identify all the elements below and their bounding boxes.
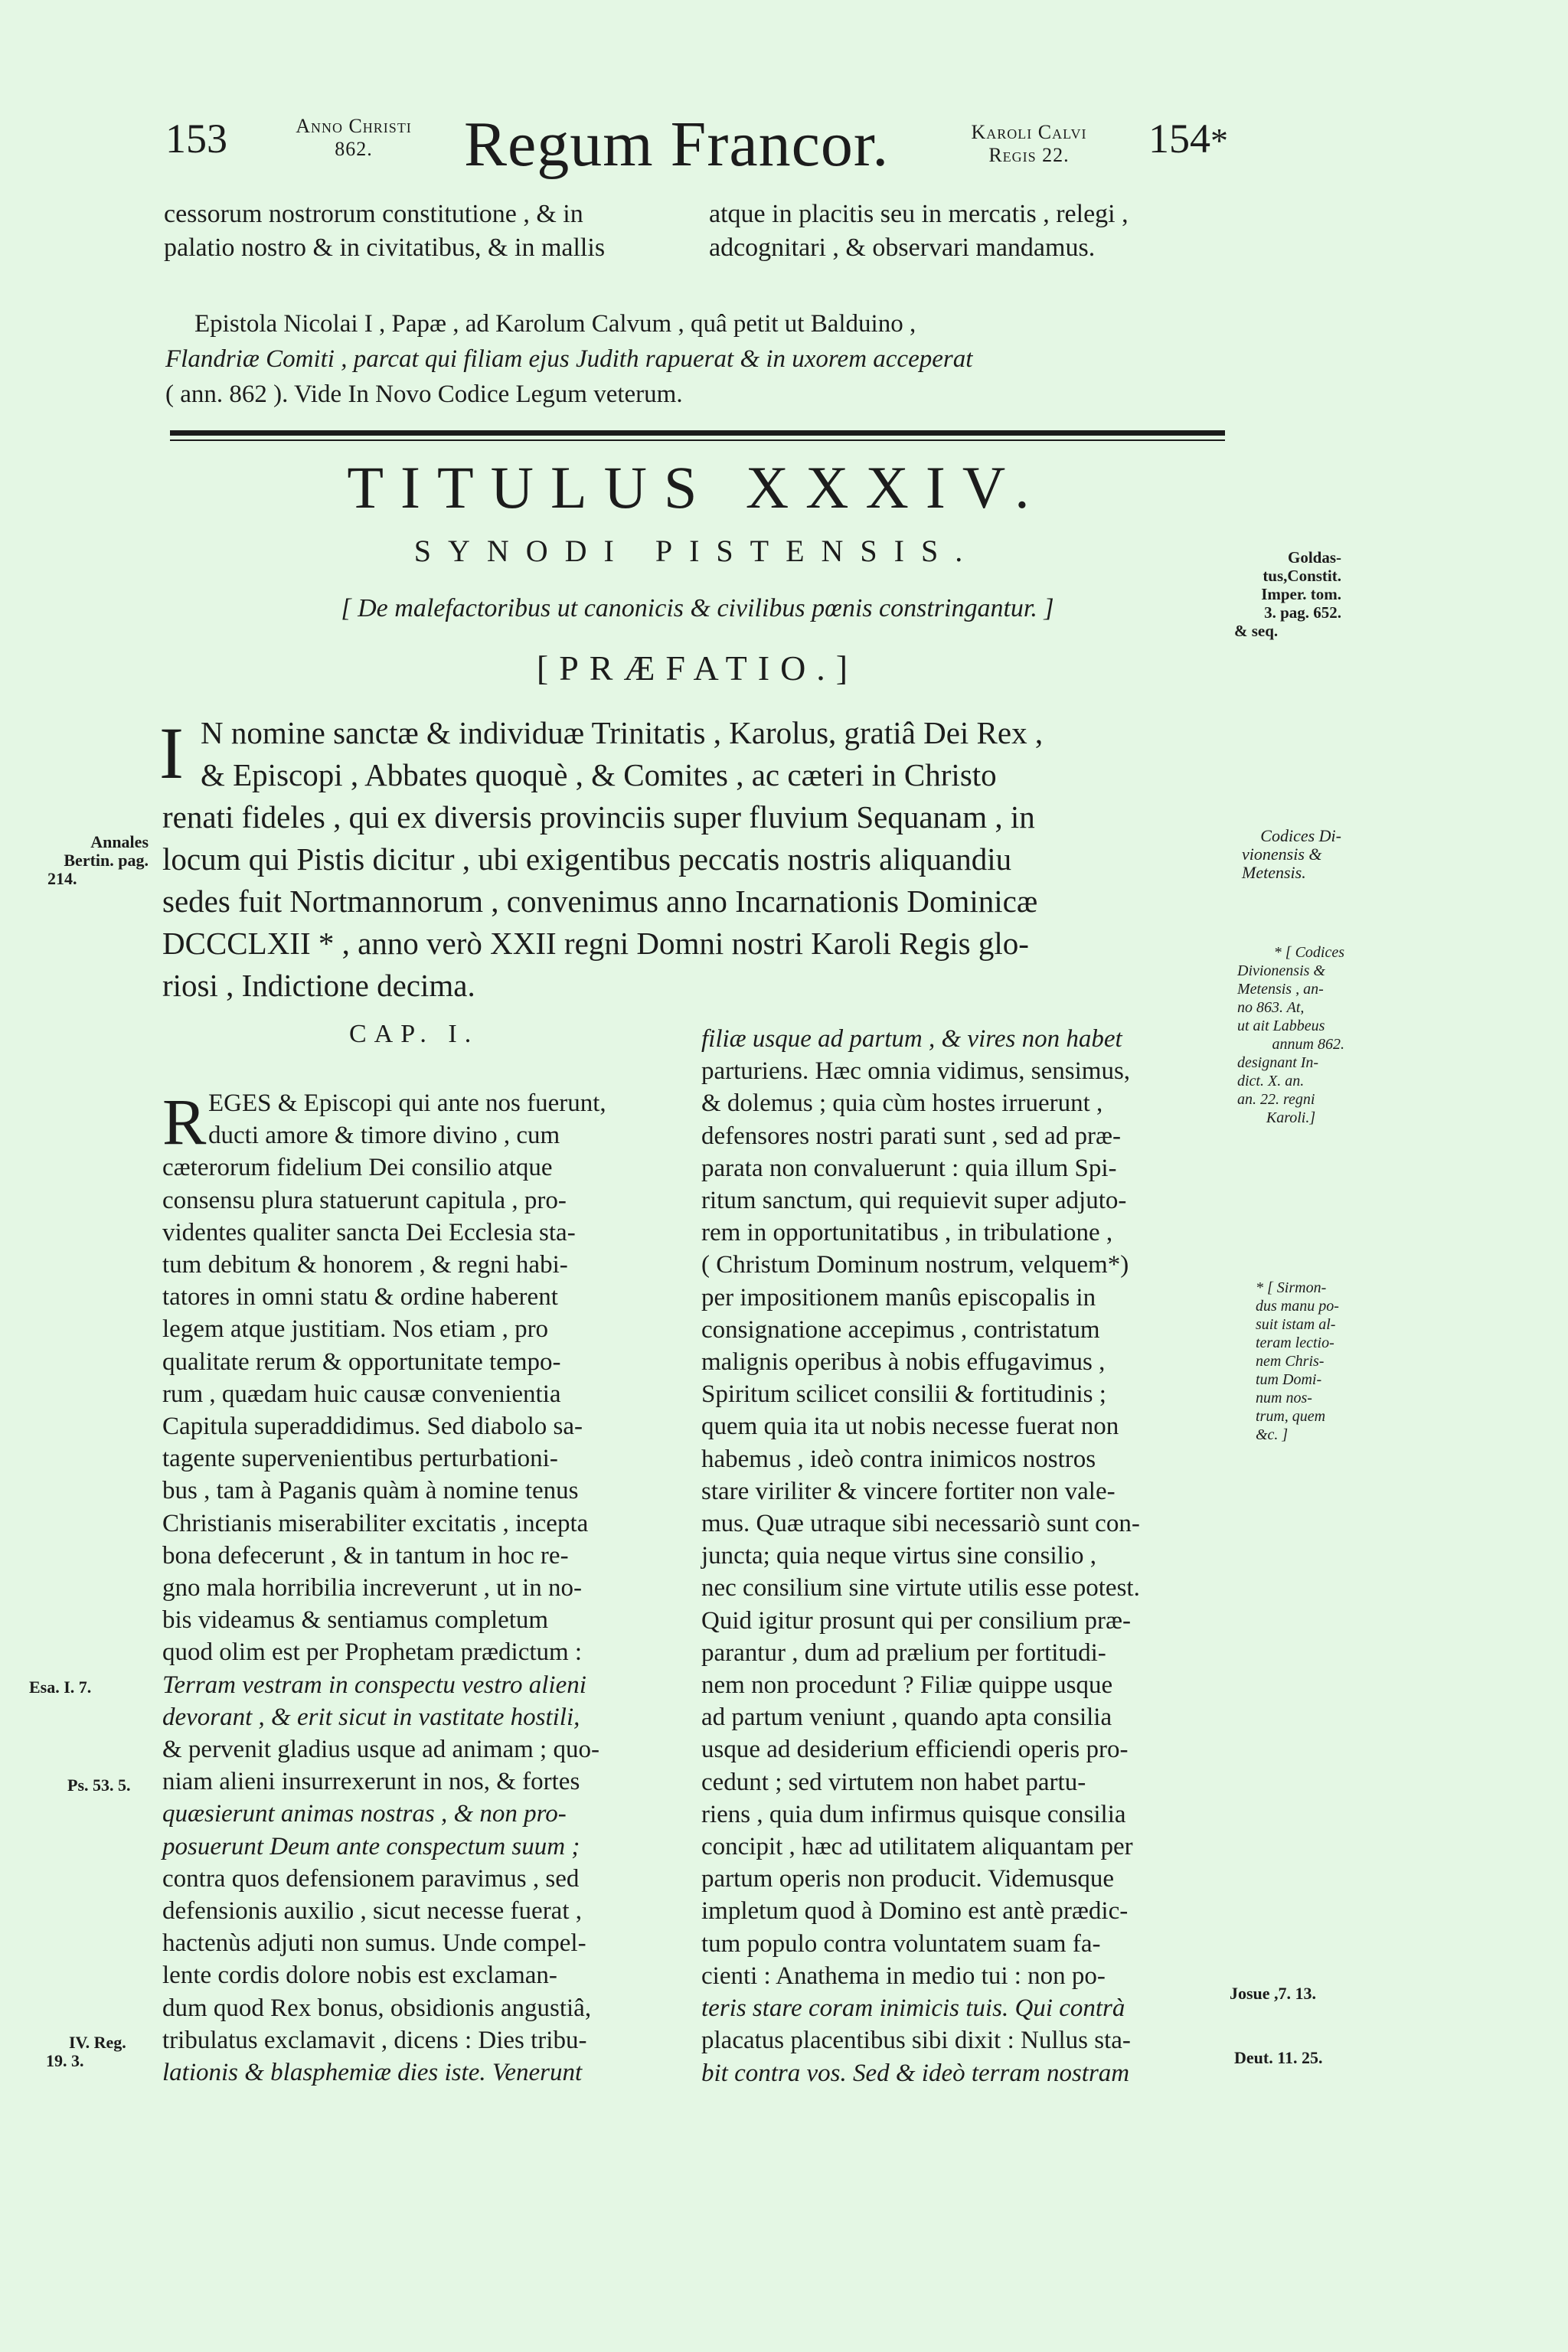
text-line: habemus , ideò contra inimicos nostros bbox=[701, 1445, 1096, 1473]
chapter-label: CAP. I. bbox=[349, 1020, 479, 1048]
intro-line: N nomine sanctæ & individuæ Trinitatis , Karolus, gratiâ Dei Rex , bbox=[201, 715, 1044, 750]
intro-line: riosi , Indictione decima. bbox=[162, 968, 475, 1003]
epistola-line: ( ann. 862 ). Vide In Novo Codice Legum veterum. bbox=[165, 381, 683, 408]
margin-line: annum 862. bbox=[1272, 1036, 1344, 1053]
text-line: stare viriliter & vincere fortiter non vale- bbox=[701, 1477, 1116, 1505]
text-line: malignis operibus à nobis effugavimus , bbox=[701, 1348, 1106, 1377]
text-line: impletum quod à Domino est antè prædic- bbox=[701, 1897, 1129, 1926]
header-anno-line2: 862. bbox=[335, 138, 373, 160]
text-line: defensionis auxilio , sicut necesse fuerat , bbox=[162, 1897, 582, 1926]
margin-line: Metensis , an- bbox=[1237, 981, 1324, 998]
margin-line: Divionensis & bbox=[1237, 962, 1325, 979]
margin-note-codices bbox=[1242, 827, 1341, 882]
text-line: tagente supervenientibus perturbationi- bbox=[162, 1445, 558, 1473]
margin-note-annales bbox=[44, 833, 149, 888]
header-anno-christi bbox=[265, 115, 443, 161]
margin-note-deut: Deut. 11. 25. bbox=[1234, 2048, 1323, 2067]
text-line: tum debitum & honorem , & regni habi- bbox=[162, 1251, 568, 1279]
margin-line: Bertin. pag. bbox=[64, 851, 149, 870]
text-line: quæsierunt animas nostras , & non pro- bbox=[162, 1800, 567, 1828]
text-line: dum quod Rex bonus, obsidionis angustiâ, bbox=[162, 1994, 592, 2022]
page-number-right bbox=[1148, 115, 1228, 162]
praefatio-body bbox=[159, 712, 1228, 1007]
margin-line: 19. 3. bbox=[46, 2051, 84, 2070]
text-line: tatores in omni statu & ordine haberent bbox=[162, 1283, 558, 1312]
text-line: defensores nostri parati sunt , sed ad præ- bbox=[701, 1122, 1122, 1150]
text-line: palatio nostro & in civitatibus, & in mallis bbox=[164, 234, 606, 262]
margin-line: * [ Codices bbox=[1273, 944, 1344, 961]
margin-line: Metensis. bbox=[1242, 863, 1306, 882]
text-line: adcognitari , & observari mandamus. bbox=[709, 234, 1096, 262]
text-line: bis videamus & sentiamus completum bbox=[162, 1606, 549, 1635]
header-anno-line1: Anno Christi bbox=[296, 115, 412, 137]
text-line: placatus placentibus sibi dixit : Nullus sta- bbox=[701, 2027, 1131, 2055]
text-line: legem atque justitiam. Nos etiam , pro bbox=[162, 1315, 549, 1344]
text-line: lationis & blasphemiæ dies iste. Venerunt bbox=[162, 2059, 583, 2087]
margin-line: no 863. At, bbox=[1237, 999, 1305, 1016]
text-line: per impositionem manûs episcopalis in bbox=[701, 1283, 1096, 1312]
text-line: cienti : Anathema in medio tui : non po- bbox=[701, 1962, 1106, 1990]
text-line: parata non convaluerunt : quia illum Spi- bbox=[701, 1154, 1117, 1182]
text-line: ad partum veniunt , quando apta consilia bbox=[701, 1704, 1112, 1732]
text-line: concipit , hæc ad utilitatem aliquantam per bbox=[701, 1833, 1133, 1861]
margin-line: vionensis & bbox=[1242, 844, 1322, 864]
text-line: consignatione accepimus , contristatum bbox=[701, 1315, 1100, 1344]
margin-line: teram lectio- bbox=[1256, 1334, 1334, 1351]
margin-line: Codices Di- bbox=[1260, 826, 1341, 845]
margin-line: tum Domi- bbox=[1256, 1371, 1322, 1388]
top-text-left bbox=[164, 198, 605, 265]
header-karoli-calvi bbox=[937, 121, 1121, 167]
text-line: Spiritum scilicet consilii & fortitudinis ; bbox=[701, 1380, 1106, 1409]
text-line: tum populo contra voluntatem suam fa- bbox=[701, 1929, 1101, 1958]
text-line: quem quia ita ut nobis necesse fuerat non bbox=[701, 1413, 1119, 1441]
text-line: cessorum nostrorum constitutione , & in bbox=[164, 200, 583, 228]
margin-line: designant In- bbox=[1237, 1054, 1319, 1071]
margin-line: & seq. bbox=[1234, 622, 1279, 640]
text-line: videntes qualiter sancta Dei Ecclesia sta- bbox=[162, 1218, 576, 1246]
page-number-left: 153 bbox=[165, 116, 227, 162]
margin-line: tus,Constit. bbox=[1263, 567, 1341, 585]
margin-line: Annales bbox=[90, 832, 149, 851]
drop-capital-i: I bbox=[159, 712, 184, 794]
margin-note-josue: Josue ,7. 13. bbox=[1230, 1984, 1317, 2003]
text-line: parantur , dum ad prælium per fortitudi- bbox=[701, 1638, 1106, 1667]
chapter-left-column bbox=[162, 1087, 691, 2089]
text-line: juncta; quia neque virtus sine consilio , bbox=[701, 1542, 1096, 1570]
margin-line: * [ Sirmon- bbox=[1256, 1279, 1327, 1296]
text-line: partum operis non producit. Videmusque bbox=[701, 1865, 1115, 1893]
text-line: bus , tam à Paganis quàm à nomine tenus bbox=[162, 1477, 579, 1505]
praefatio-heading: [PRÆFATIO.] bbox=[536, 648, 859, 688]
text-line: qualitate rerum & opportunitate tempo- bbox=[162, 1348, 561, 1376]
asterisk-mark: * bbox=[1210, 121, 1228, 160]
text-line: hactenùs adjuti non sumus. Unde compel- bbox=[162, 1929, 586, 1958]
header-karoli-line1: Karoli Calvi bbox=[971, 121, 1087, 143]
epistola-line: Flandriæ Comiti , parcat qui filiam ejus Judith rapuerat & in uxorem acceperat bbox=[165, 345, 973, 373]
text-line: riens , quia dum infirmus quisque consilia bbox=[701, 1800, 1126, 1828]
margin-line: dict. X. an. bbox=[1237, 1073, 1305, 1089]
margin-line: Karoli.] bbox=[1266, 1109, 1316, 1126]
heavy-rule bbox=[170, 430, 1225, 436]
text-line: Terram vestram in conspectu vestro alieni bbox=[162, 1671, 586, 1699]
intro-line: locum qui Pistis dicitur , ubi exigentibus peccatis nostris aliquandiu bbox=[162, 841, 1012, 877]
text-line: teris stare coram inimicis tuis. Qui contrà bbox=[701, 1994, 1125, 2023]
margin-note-codices-footnote bbox=[1237, 943, 1344, 1127]
margin-line: IV. Reg. bbox=[69, 2033, 126, 2052]
chapter-right-column bbox=[701, 1023, 1230, 2089]
margin-note-esa: Esa. I. 7. bbox=[29, 1677, 92, 1697]
intro-line: DCCCLXII * , anno verò XXII regni Domni nostri Karoli Regis glo- bbox=[162, 926, 1029, 961]
text-line: cæterorum fidelium Dei consilio atque bbox=[162, 1154, 553, 1182]
top-text-right bbox=[709, 198, 1129, 265]
intro-line: renati fideles , qui ex diversis provinciis super fluvium Sequanam , in bbox=[162, 799, 1035, 835]
text-line: Capitula superaddidimus. Sed diabolo sa- bbox=[162, 1413, 583, 1441]
titulus-description: [ De malefactoribus ut canonicis & civilibus pœnis constringantur. ] bbox=[341, 594, 1054, 622]
text-line: mus. Quæ utraque sibi necessariò sunt con- bbox=[701, 1510, 1140, 1538]
margin-line: dus manu po- bbox=[1256, 1298, 1339, 1315]
text-line: atque in placitis seu in mercatis , relegi , bbox=[709, 200, 1129, 228]
text-line: gno mala horribilia increverunt , ut in no- bbox=[162, 1574, 583, 1602]
text-line: parturiens. Hæc omnia vidimus, sensimus, bbox=[701, 1057, 1131, 1086]
margin-line: num nos- bbox=[1256, 1390, 1312, 1406]
text-line: consensu plura statuerunt capitula , pro- bbox=[162, 1186, 567, 1214]
margin-line: an. 22. regni bbox=[1237, 1091, 1315, 1108]
text-line: ritum sanctum, qui requievit super adjuto- bbox=[701, 1187, 1127, 1215]
epistola-note bbox=[165, 306, 973, 412]
text-line: Quid igitur prosunt qui per consilium præ- bbox=[701, 1606, 1131, 1635]
margin-line: Goldas- bbox=[1287, 548, 1341, 567]
page-number-right-value: 154 bbox=[1148, 116, 1210, 162]
text-line: posuerunt Deum ante conspectum suum ; bbox=[162, 1832, 580, 1860]
margin-note-goldast bbox=[1234, 548, 1341, 640]
margin-note-ps: Ps. 53. 5. bbox=[67, 1775, 131, 1795]
text-line: nec consilium sine virtute utilis esse potest. bbox=[701, 1574, 1140, 1602]
text-line: lente cordis dolore nobis est exclaman- bbox=[162, 1962, 557, 1990]
titulus-heading: TITULUS XXXIV. bbox=[347, 454, 1047, 521]
text-line: devorant , & erit sicut in vastitate hostili, bbox=[162, 1703, 580, 1731]
text-line: usque ad desiderium efficiendi operis pro- bbox=[701, 1736, 1129, 1764]
synodi-heading: SYNODI PISTENSIS. bbox=[413, 534, 980, 568]
text-line: contra quos defensionem paravimus , sed bbox=[162, 1864, 580, 1893]
margin-line: nem Chris- bbox=[1256, 1353, 1325, 1370]
intro-line: sedes fuit Nortmannorum , convenimus anno Incarnationis Dominicæ bbox=[162, 884, 1038, 919]
drop-capital-r: R bbox=[162, 1085, 207, 1158]
margin-note-sirmond bbox=[1256, 1279, 1348, 1444]
text-line: rem in opportunitatibus , in tribulatione , bbox=[701, 1219, 1113, 1247]
text-line: & pervenit gladius usque ad animam ; quo- bbox=[162, 1736, 599, 1764]
text-line: EGES & Episcopi qui ante nos fuerunt, bbox=[208, 1089, 606, 1117]
text-line: tribulatus exclamavit , dicens : Dies tribu- bbox=[162, 2026, 587, 2054]
text-line: niam alieni insurrexerunt in nos, & fortes bbox=[162, 1768, 580, 1796]
intro-line: & Episcopi , Abbates quoquè , & Comites , ac cæteri in Christo bbox=[201, 757, 997, 792]
margin-line: &c. ] bbox=[1256, 1426, 1289, 1443]
text-line: bit contra vos. Sed & ideò terram nostram bbox=[701, 2059, 1130, 2087]
margin-line: ut ait Labbeus bbox=[1237, 1018, 1325, 1034]
text-line: Christianis miserabiliter excitatis , incepta bbox=[162, 1509, 589, 1537]
margin-line: suit istam al- bbox=[1256, 1316, 1336, 1333]
text-line: rum , quædam huic causæ convenientia bbox=[162, 1380, 561, 1408]
text-line: cedunt ; sed virtutem non habet partu- bbox=[701, 1768, 1086, 1796]
margin-line: 214. bbox=[47, 869, 77, 888]
thin-rule bbox=[170, 439, 1225, 441]
text-line: quod olim est per Prophetam prædictum : bbox=[162, 1638, 583, 1667]
epistola-line: Epistola Nicolai I , Papæ , ad Karolum Calvum , quâ petit ut Balduino , bbox=[194, 310, 916, 338]
margin-line: Imper. tom. bbox=[1261, 585, 1341, 603]
text-line: filiæ usque ad partum , & vires non habet bbox=[701, 1025, 1122, 1053]
header-karoli-line2: Regis 22. bbox=[988, 144, 1070, 166]
margin-line: trum, quem bbox=[1256, 1408, 1326, 1425]
running-title: Regum Francor. bbox=[464, 109, 890, 180]
margin-note-reg bbox=[46, 2033, 126, 2070]
margin-line: 3. pag. 652. bbox=[1264, 603, 1341, 622]
text-line: nem non procedunt ? Filiæ quippe usque bbox=[701, 1671, 1113, 1700]
text-line: & dolemus ; quia cùm hostes irruerunt , bbox=[701, 1089, 1103, 1118]
text-line: ducti amore & timore divino , cum bbox=[208, 1122, 560, 1150]
text-line: ( Christum Dominum nostrum, velquem*) bbox=[701, 1251, 1129, 1279]
text-line: bona defecerunt , & in tantum in hoc re- bbox=[162, 1541, 569, 1570]
